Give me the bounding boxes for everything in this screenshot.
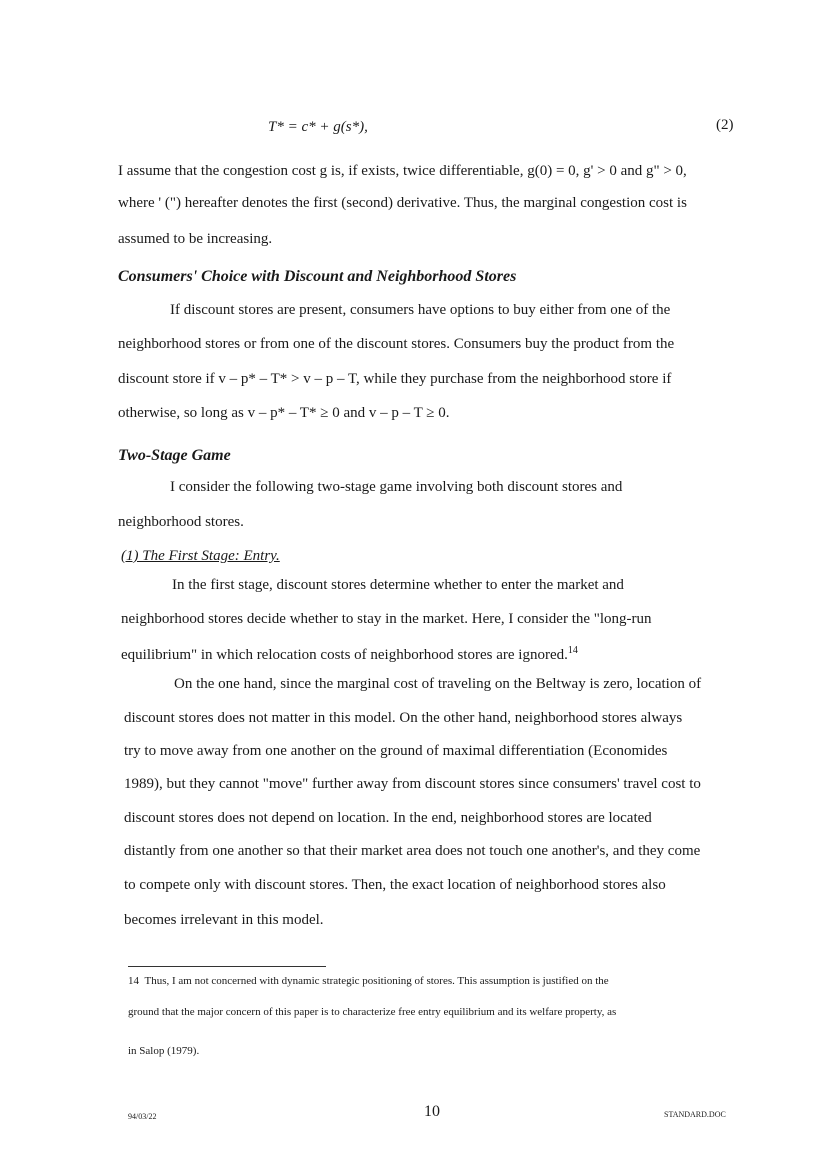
text-line: otherwise, so long as v – p* – T* ≥ 0 and v – p – T ≥ 0. xyxy=(118,405,450,421)
text-line: to compete only with discount stores. Then, the exact location of neighborhood stores also xyxy=(124,877,666,893)
text-line: If discount stores are present, consumers have options to buy either from one of the xyxy=(170,302,671,318)
text-line: distantly from one another so that their market area does not touch one another's, and they come xyxy=(124,843,701,859)
text-line: I consider the following two-stage game involving both discount stores and xyxy=(170,479,623,495)
text-line: 1989), but they cannot "move" further away from discount stores since consumers' travel cost to xyxy=(124,776,701,792)
footnote-line: 14 Thus, I am not concerned with dynamic strategic positioning of stores. This assumption is justified on the xyxy=(128,975,609,987)
equation-number: (2) xyxy=(716,117,734,133)
equation-text: T* = c* + g(s*), xyxy=(268,119,368,135)
footnote-line: in Salop (1979). xyxy=(128,1045,200,1057)
text-line: neighborhood stores. xyxy=(118,514,244,530)
section-heading-two-stage-game: Two-Stage Game xyxy=(118,447,231,464)
footer-filename: STANDARD.DOC xyxy=(664,1110,726,1119)
text-line: discount stores does not depend on location. In the end, neighborhood stores are located xyxy=(124,810,652,826)
section-heading-consumers-choice: Consumers' Choice with Discount and Neighborhood Stores xyxy=(118,268,517,285)
text-line: where ' (") hereafter denotes the first (second) derivative. Thus, the marginal congestion cost is xyxy=(118,195,687,211)
text-line: neighborhood stores decide whether to stay in the market. Here, I consider the "long-run xyxy=(121,611,652,627)
text-line: discount stores does not matter in this model. On the other hand, neighborhood stores always xyxy=(124,710,683,726)
text-line: equilibrium" in which relocation costs of neighborhood stores are ignored.$^{14}$ xyxy=(121,645,578,663)
text-line: assumed to be increasing. xyxy=(118,231,273,247)
footnote-reference: 14 xyxy=(567,645,578,656)
subheading-first-stage: (1) The First Stage: Entry. xyxy=(121,548,280,564)
text-line: On the one hand, since the marginal cost of traveling on the Beltway is zero, location of xyxy=(174,676,702,692)
text-line: becomes irrelevant in this model. xyxy=(124,912,324,928)
footnote-marker: 14 xyxy=(128,975,139,987)
page-number: 10 xyxy=(424,1103,440,1120)
text-line: I assume that the congestion cost g is, if exists, twice differentiable, g(0) = 0, g' > 0 and g" > 0, xyxy=(118,163,687,179)
text-line: neighborhood stores or from one of the discount stores. Consumers buy the product from the xyxy=(118,336,675,352)
text-line: discount store if v – p* – T* > v – p – T, while they purchase from the neighborhood store if xyxy=(118,371,672,387)
footnote-line: ground that the major concern of this paper is to characterize free entry equilibrium and its welfare property, as xyxy=(128,1006,617,1018)
text-line: In the first stage, discount stores determine whether to enter the market and xyxy=(172,577,624,593)
footnote-separator xyxy=(128,966,326,967)
text-line: try to move away from one another on the ground of maximal differentiation (Economides xyxy=(124,743,668,759)
footer-date: 94/03/22 xyxy=(128,1112,157,1121)
